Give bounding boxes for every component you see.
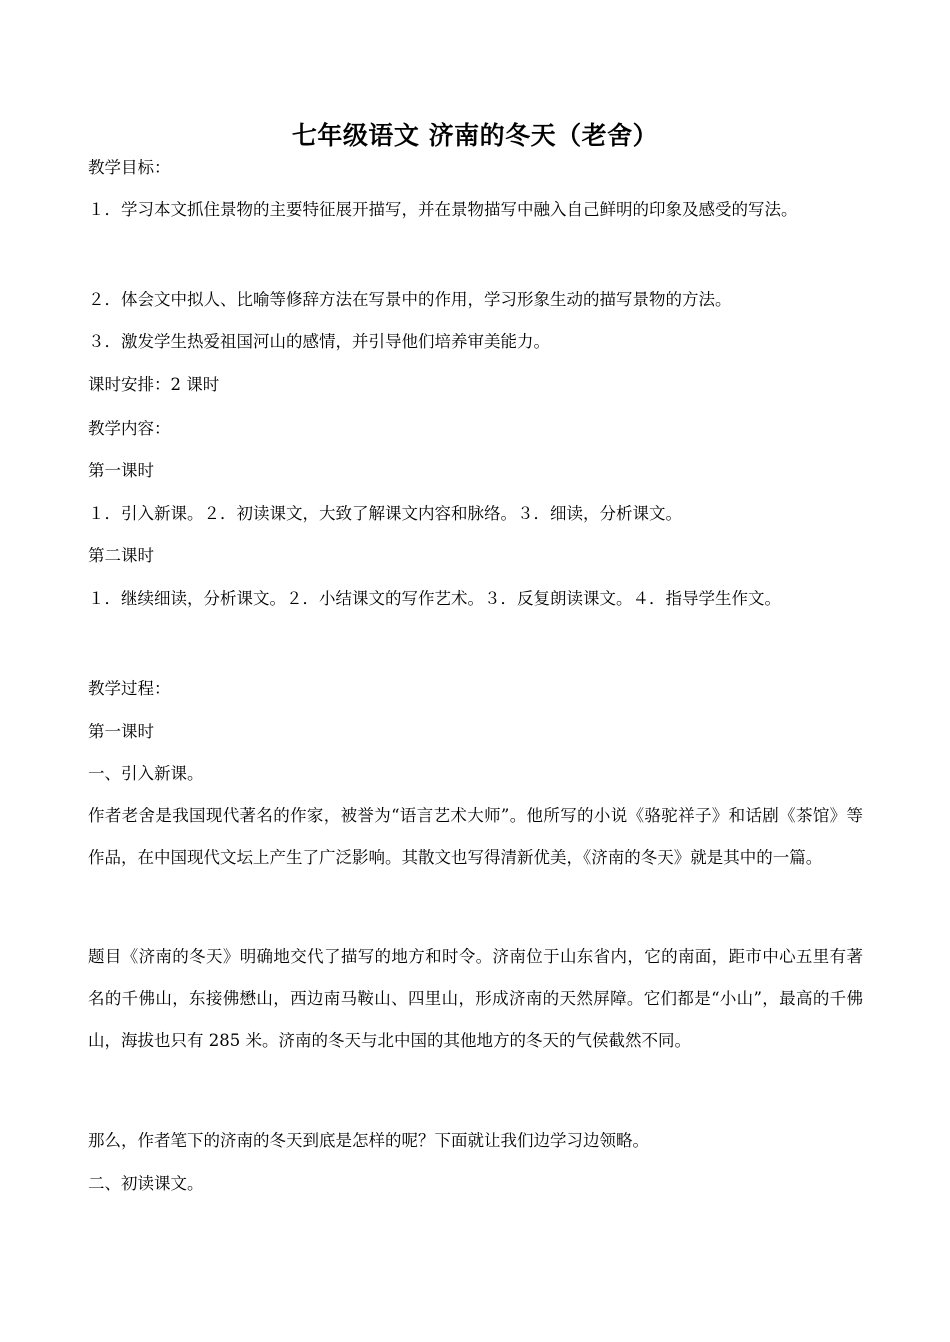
- process-heading: 教学过程：: [88, 679, 171, 698]
- goal-2: ２．体会文中拟人、比喻等修辞方法在写景中的作用，学习形象生动的描写景物的方法。: [88, 290, 732, 309]
- goal-3: ３．激发学生热爱祖国河山的感情，并引导他们培养审美能力。: [88, 332, 550, 351]
- content-heading: 教学内容：: [88, 419, 171, 438]
- schedule: 课时安排：2 课时: [88, 375, 220, 394]
- goal-1: １．学习本文抓住景物的主要特征展开描写，并在景物描写中融入自己鲜明的印象及感受的写法。: [88, 200, 798, 219]
- section-1-heading: 一、引入新课。: [88, 764, 204, 783]
- document-title: 七年级语文 济南的冬天（老舍）: [291, 121, 659, 150]
- section-1-paragraph-1: 作者老舍是我国现代著名的作家，被誉为“语言艺术大师”。他所写的小说《骆驼祥子》和话剧《茶馆》等作品，在中国现代文坛上产生了广泛影响。其散文也写得清新优美，《济南的冬天》就是其中的一篇。: [88, 806, 863, 867]
- section-2-heading: 二、初读课文。: [88, 1174, 204, 1193]
- lesson1-heading: 第一课时: [88, 461, 154, 480]
- lesson2-items: １．继续细读，分析课文。２．小结课文的写作艺术。３．反复朗读课文。４．指导学生作文。: [88, 589, 781, 608]
- process-lesson1-heading: 第一课时: [88, 722, 154, 741]
- lesson2-heading: 第二课时: [88, 546, 154, 565]
- lesson1-items: １．引入新课。２．初读课文，大致了解课文内容和脉络。３．细读，分析课文。: [88, 504, 682, 523]
- teaching-goals-heading: 教学目标：: [88, 158, 171, 177]
- section-1-paragraph-3: 那么，作者笔下的济南的冬天到底是怎样的呢？下面就让我们边学习边领略。: [88, 1131, 649, 1150]
- section-1-paragraph-2: 题目《济南的冬天》明确地交代了描写的地方和时令。济南位于山东省内，它的南面，距市中心五里有著名的千佛山，东接佛懋山，西边南马鞍山、四里山，形成济南的天然屏障。它们都是“小山”，最高的千佛山，海拔也只有 285 米。济南的冬天与北中国的其他地方的冬天的气侯截然不同。: [88, 947, 863, 1050]
